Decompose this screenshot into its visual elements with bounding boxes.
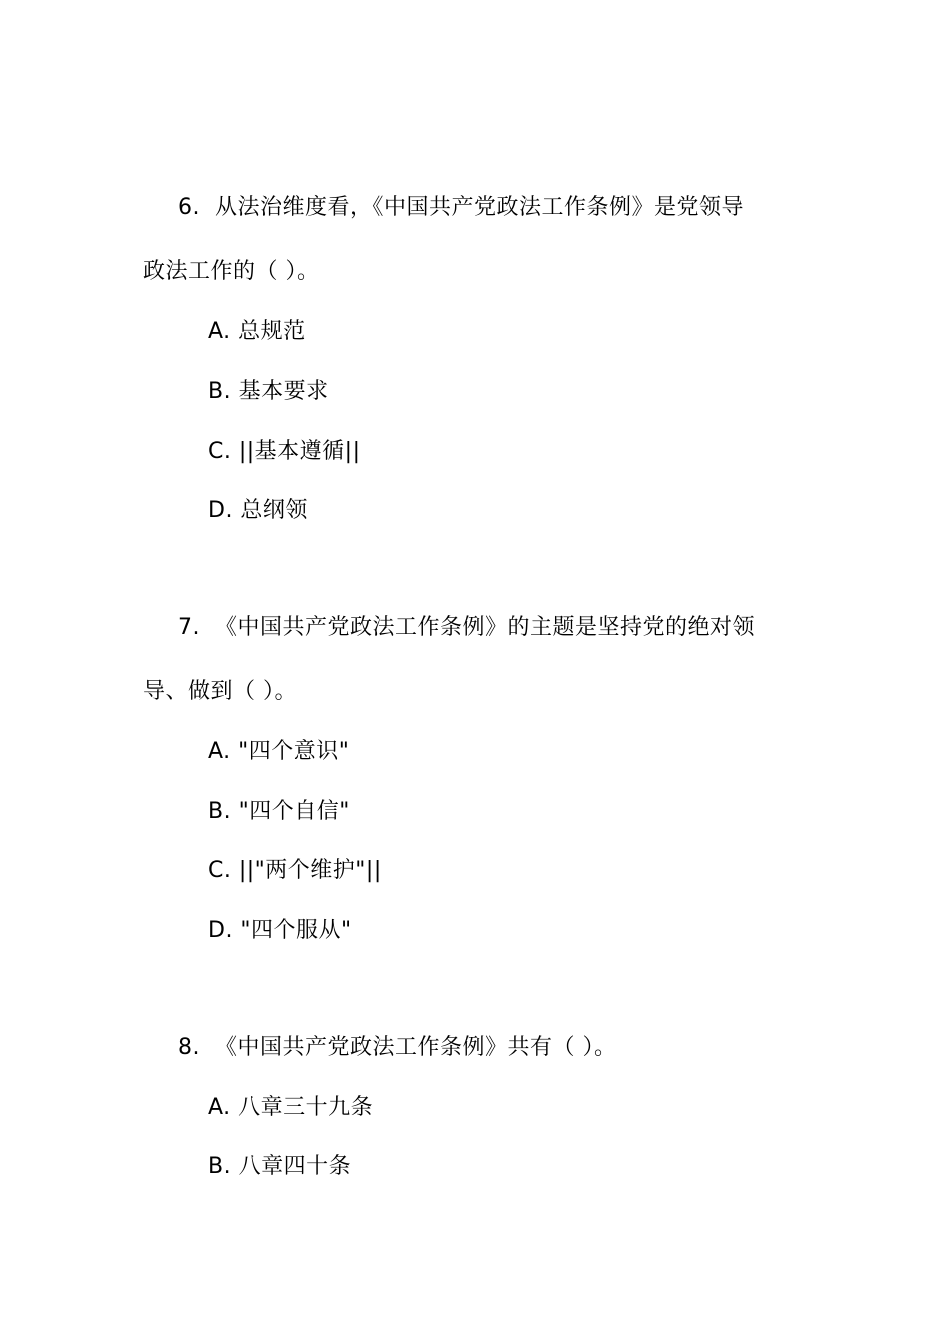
question-number: 8. — [178, 1035, 200, 1060]
question-6-option-c: C. ||基本遵循|| — [208, 439, 361, 464]
question-8-option-a: A. 八章三十九条 — [208, 1095, 374, 1120]
question-7-option-d: D. "四个服从" — [208, 918, 352, 943]
question-6-stem-line2: 政法工作的（ ）。 — [143, 259, 320, 284]
question-text: 《中国共产党政法工作条例》的主题是坚持党的绝对领 — [215, 615, 756, 640]
question-7-option-b: B. "四个自信" — [208, 799, 350, 824]
question-7-option-a: A. "四个意识" — [208, 739, 350, 764]
question-6-option-d: D. 总纲领 — [208, 498, 308, 523]
question-number: 7. — [178, 615, 200, 640]
question-7-stem-line1 — [178, 613, 755, 643]
question-7-stem-line2: 导、做到（ ）。 — [143, 679, 297, 704]
question-8-option-b: B. 八章四十条 — [208, 1154, 352, 1179]
question-6-option-a: A. 总规范 — [208, 319, 306, 344]
question-8-stem-line1 — [178, 1033, 617, 1063]
question-7-option-c: C. ||"两个维护"|| — [208, 858, 382, 883]
question-6-option-b: B. 基本要求 — [208, 379, 329, 404]
question-6-stem-line1 — [178, 193, 744, 223]
question-text: 《中国共产党政法工作条例》共有（ ）。 — [215, 1035, 617, 1060]
question-number: 6. — [178, 195, 200, 220]
question-text: 从法治维度看，《中国共产党政法工作条例》是党领导 — [215, 195, 745, 220]
